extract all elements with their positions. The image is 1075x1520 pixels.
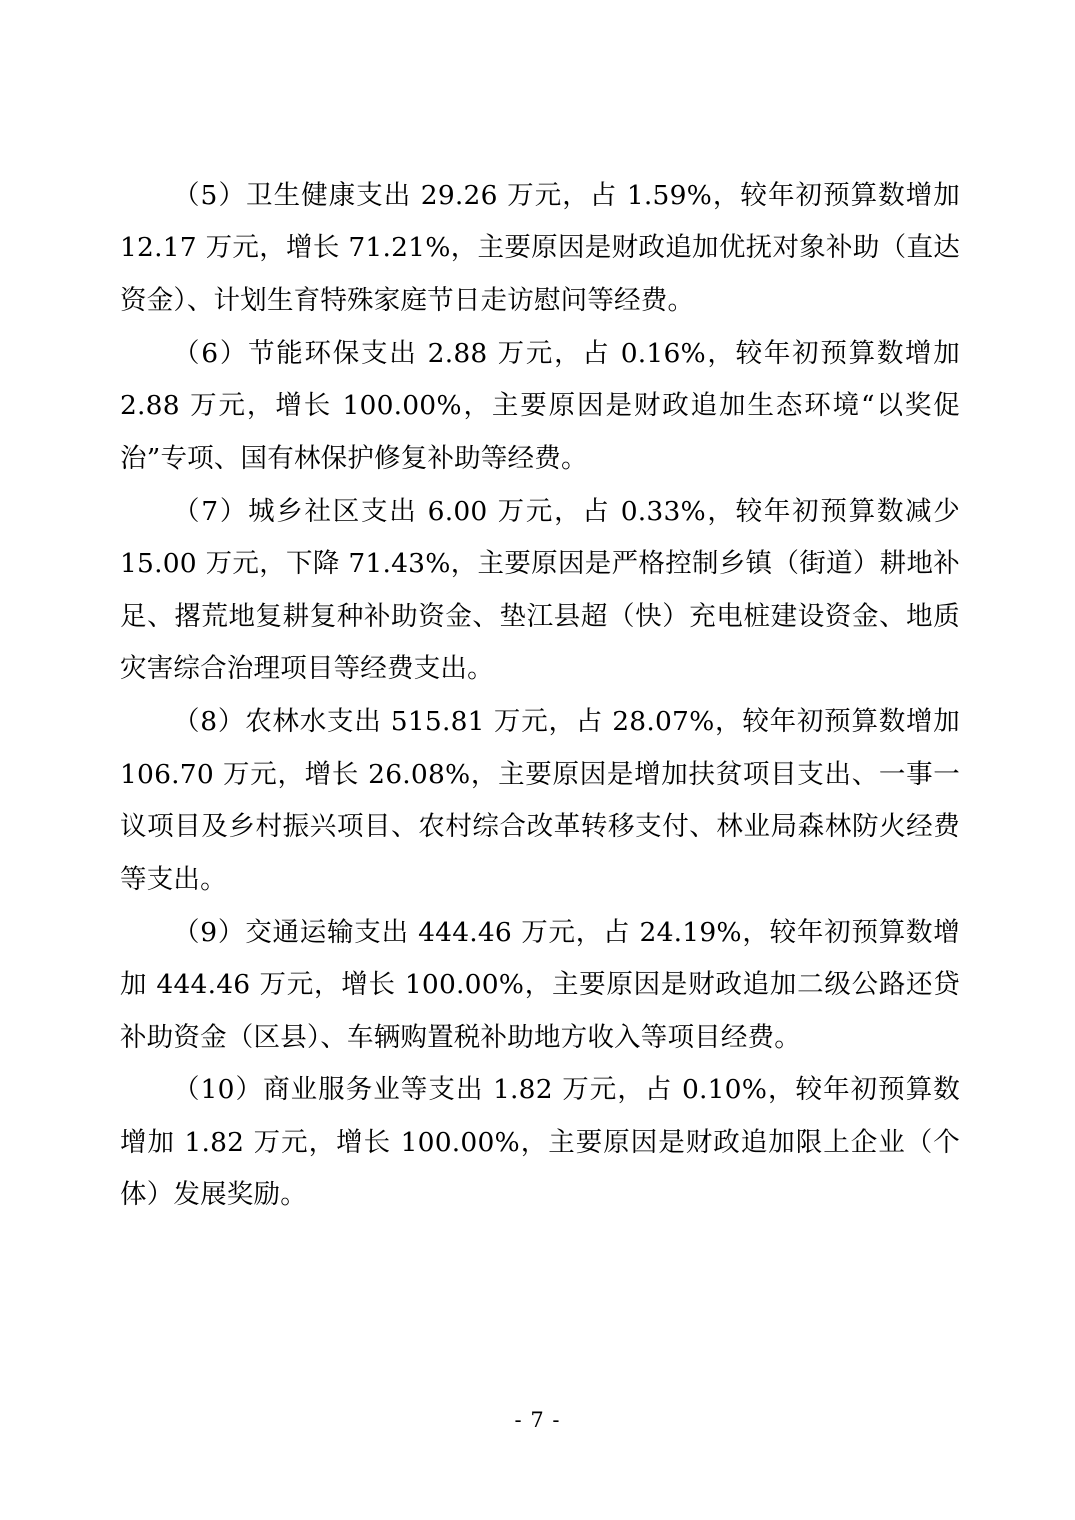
paragraph-10: （10）商业服务业等支出 1.82 万元，占 0.10%，较年初预算数增加 1.82 万元，增长 100.00%，主要原因是财政追加限上企业（个体）发展奖励。 bbox=[120, 1074, 960, 1211]
paragraph-8: （8）农林水支出 515.81 万元，占 28.07%，较年初预算数增加 106.70 万元，增长 26.08%，主要原因是增加扶贫项目支出、一事一议项目及乡村振兴项目、农村综合改革转移支付、林业局森林防火经费等支出。 bbox=[120, 706, 960, 895]
paragraph-5: （5）卫生健康支出 29.26 万元，占 1.59%，较年初预算数增加 12.17 万元，增长 71.21%，主要原因是财政追加优抚对象补助（直达资金）、计划生育特殊家庭节日走访慰问等经费。 bbox=[120, 180, 960, 316]
page-number: - 7 - bbox=[514, 1408, 561, 1432]
paragraph-6: （6）节能环保支出 2.88 万元，占 0.16%，较年初预算数增加 2.88 万元，增长 100.00%，主要原因是财政追加生态环境“以奖促治”专项、国有林保护修复补助等经费。 bbox=[120, 337, 960, 474]
paragraph-9: （9）交通运输支出 444.46 万元，占 24.19%，较年初预算数增加 444.46 万元，增长 100.00%，主要原因是财政追加二级公路还贷补助资金（区县）、车辆购置税补助地方收入等项目经费。 bbox=[120, 916, 960, 1053]
document-body bbox=[120, 170, 960, 1222]
paragraph-7: （7）城乡社区支出 6.00 万元，占 0.33%，较年初预算数减少 15.00 万元，下降 71.43%，主要原因是严格控制乡镇（街道）耕地补足、撂荒地复耕复种补助资金、垫江县超（快）充电桩建设资金、地质灾害综合治理项目等经费支出。 bbox=[120, 495, 960, 685]
